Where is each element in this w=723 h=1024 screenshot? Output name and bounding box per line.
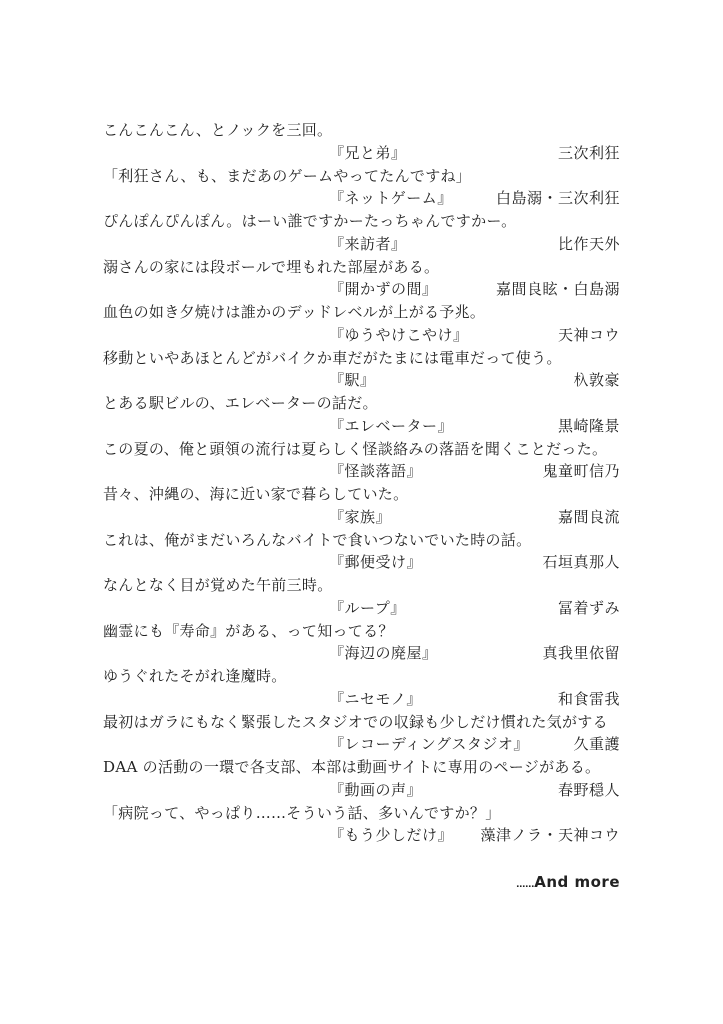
entry-2 bbox=[103, 165, 620, 211]
teaser-line: 溺さんの家には段ボールで埋もれた部屋がある。 bbox=[103, 257, 440, 276]
credit-row bbox=[103, 369, 620, 392]
story-title: 『ゆうやけこやけ』 bbox=[329, 325, 469, 344]
story-author: 真我里依留 bbox=[542, 644, 620, 663]
credit-row bbox=[103, 233, 620, 256]
entry-5 bbox=[103, 301, 620, 347]
teaser-line: この夏の、俺と頭領の流行は夏らしく怪談絡みの落語を聞くことだった。 bbox=[103, 439, 608, 458]
credit-row bbox=[103, 415, 620, 438]
credit-row bbox=[103, 460, 620, 483]
story-title: 『家族』 bbox=[329, 507, 392, 526]
credit-row bbox=[103, 688, 620, 711]
entry-9 bbox=[103, 483, 620, 529]
story-title: 『兄と弟』 bbox=[329, 143, 407, 162]
story-author: 杁敦豪 bbox=[573, 371, 620, 390]
entry-1 bbox=[103, 119, 620, 165]
entry-16 bbox=[103, 802, 620, 848]
story-title: 『エレベーター』 bbox=[329, 416, 454, 435]
credit-row bbox=[103, 733, 620, 756]
credit-row bbox=[103, 187, 620, 210]
story-author: 嘉間良流 bbox=[557, 507, 620, 526]
entry-8 bbox=[103, 438, 620, 484]
entry-11 bbox=[103, 574, 620, 620]
story-title: 『来訪者』 bbox=[329, 234, 407, 253]
ellipsis: …… bbox=[516, 880, 535, 890]
story-author: 白島溺・三次利狂 bbox=[495, 189, 620, 208]
story-author: 和食雷我 bbox=[557, 689, 620, 708]
credit-row bbox=[103, 324, 620, 347]
story-author: 石垣真那人 bbox=[542, 553, 620, 572]
story-author: 天神コウ bbox=[557, 325, 620, 344]
teaser-line: DAA の活動の一環で各支部、本部は動画サイトに専用のページがある。 bbox=[103, 758, 601, 776]
credit-row bbox=[103, 278, 620, 301]
story-title: 『動画の声』 bbox=[329, 780, 423, 799]
story-title: 『もう少しだけ』 bbox=[329, 826, 454, 845]
entry-15 bbox=[103, 756, 620, 802]
teaser-line: ゆうぐれたそがれ逢魔時。 bbox=[103, 667, 287, 685]
story-title: 『駅』 bbox=[329, 371, 376, 390]
story-title: 『海辺の廃屋』 bbox=[329, 644, 438, 663]
story-list bbox=[103, 119, 620, 847]
teaser-line: ぴんぽんぴんぽん。はーい誰ですかーたっちゃんですかー。 bbox=[103, 212, 517, 230]
entry-6 bbox=[103, 347, 620, 393]
teaser-line: 移動といやあほとんどがバイクか車だがたまには電車だって使う。 bbox=[103, 348, 562, 367]
credit-row bbox=[103, 142, 620, 165]
teaser-line: これは、俺がまだいろんなバイトで食いつないでいた時の話。 bbox=[103, 530, 532, 549]
credit-row bbox=[103, 551, 620, 574]
story-author: 比作天外 bbox=[557, 234, 620, 253]
story-author: 久重護 bbox=[573, 735, 620, 754]
and-more-label: And more bbox=[534, 873, 620, 891]
teaser-line: 最初はガラにもなく緊張したスタジオでの収録も少しだけ慣れた気がする bbox=[103, 712, 608, 731]
entry-10 bbox=[103, 529, 620, 575]
credit-row bbox=[103, 824, 620, 847]
entry-3 bbox=[103, 210, 620, 256]
teaser-line: なんとなく目が覚めた午前三時。 bbox=[103, 576, 333, 594]
story-author: 冨着ずみ bbox=[557, 598, 620, 617]
credit-row bbox=[103, 642, 620, 665]
story-title: 『レコーディングスタジオ』 bbox=[329, 735, 529, 754]
credit-row bbox=[103, 597, 620, 620]
teaser-line: 昔々、沖縄の、海に近い家で暮らしていた。 bbox=[103, 485, 409, 503]
story-title: 『郵便受け』 bbox=[329, 553, 423, 572]
teaser-line: とある駅ビルの、エレベーターの話だ。 bbox=[103, 394, 378, 412]
credit-row bbox=[103, 506, 620, 529]
teaser-line: 血色の如き夕焼けは誰かのデッドレベルが上がる予兆。 bbox=[103, 303, 486, 321]
entry-12 bbox=[103, 620, 620, 666]
story-title: 『開かずの間』 bbox=[329, 280, 438, 299]
and-more-footer bbox=[516, 873, 620, 891]
teaser-line: 「利狂さん、も、まだあのゲームやってたんですね」 bbox=[103, 166, 472, 185]
teaser-line: 幽霊にも『寿命』がある、って知ってる？ bbox=[103, 621, 394, 640]
story-title: 『ループ』 bbox=[329, 598, 406, 617]
story-title: 『ニセモノ』 bbox=[329, 689, 422, 708]
entry-13 bbox=[103, 665, 620, 711]
story-author: 嘉間良眩・白島溺 bbox=[495, 280, 620, 299]
story-title: 『ネットゲーム』 bbox=[329, 189, 453, 208]
teaser-line: こんこんこん、とノックを三回。 bbox=[103, 121, 333, 139]
entry-7 bbox=[103, 392, 620, 438]
credit-row bbox=[103, 779, 620, 802]
story-title: 『怪談落語』 bbox=[329, 462, 423, 481]
story-author: 春野穏人 bbox=[557, 780, 620, 799]
story-author: 三次利狂 bbox=[557, 143, 620, 162]
story-author: 黒崎隆景 bbox=[557, 416, 620, 435]
entry-4 bbox=[103, 256, 620, 302]
entry-14 bbox=[103, 711, 620, 757]
story-author: 藻津ノラ・天神コウ bbox=[480, 826, 620, 845]
story-author: 鬼童町信乃 bbox=[542, 462, 620, 481]
teaser-line: 「病院って、やっぱり……そういう話、多いんですか？」 bbox=[103, 803, 501, 822]
